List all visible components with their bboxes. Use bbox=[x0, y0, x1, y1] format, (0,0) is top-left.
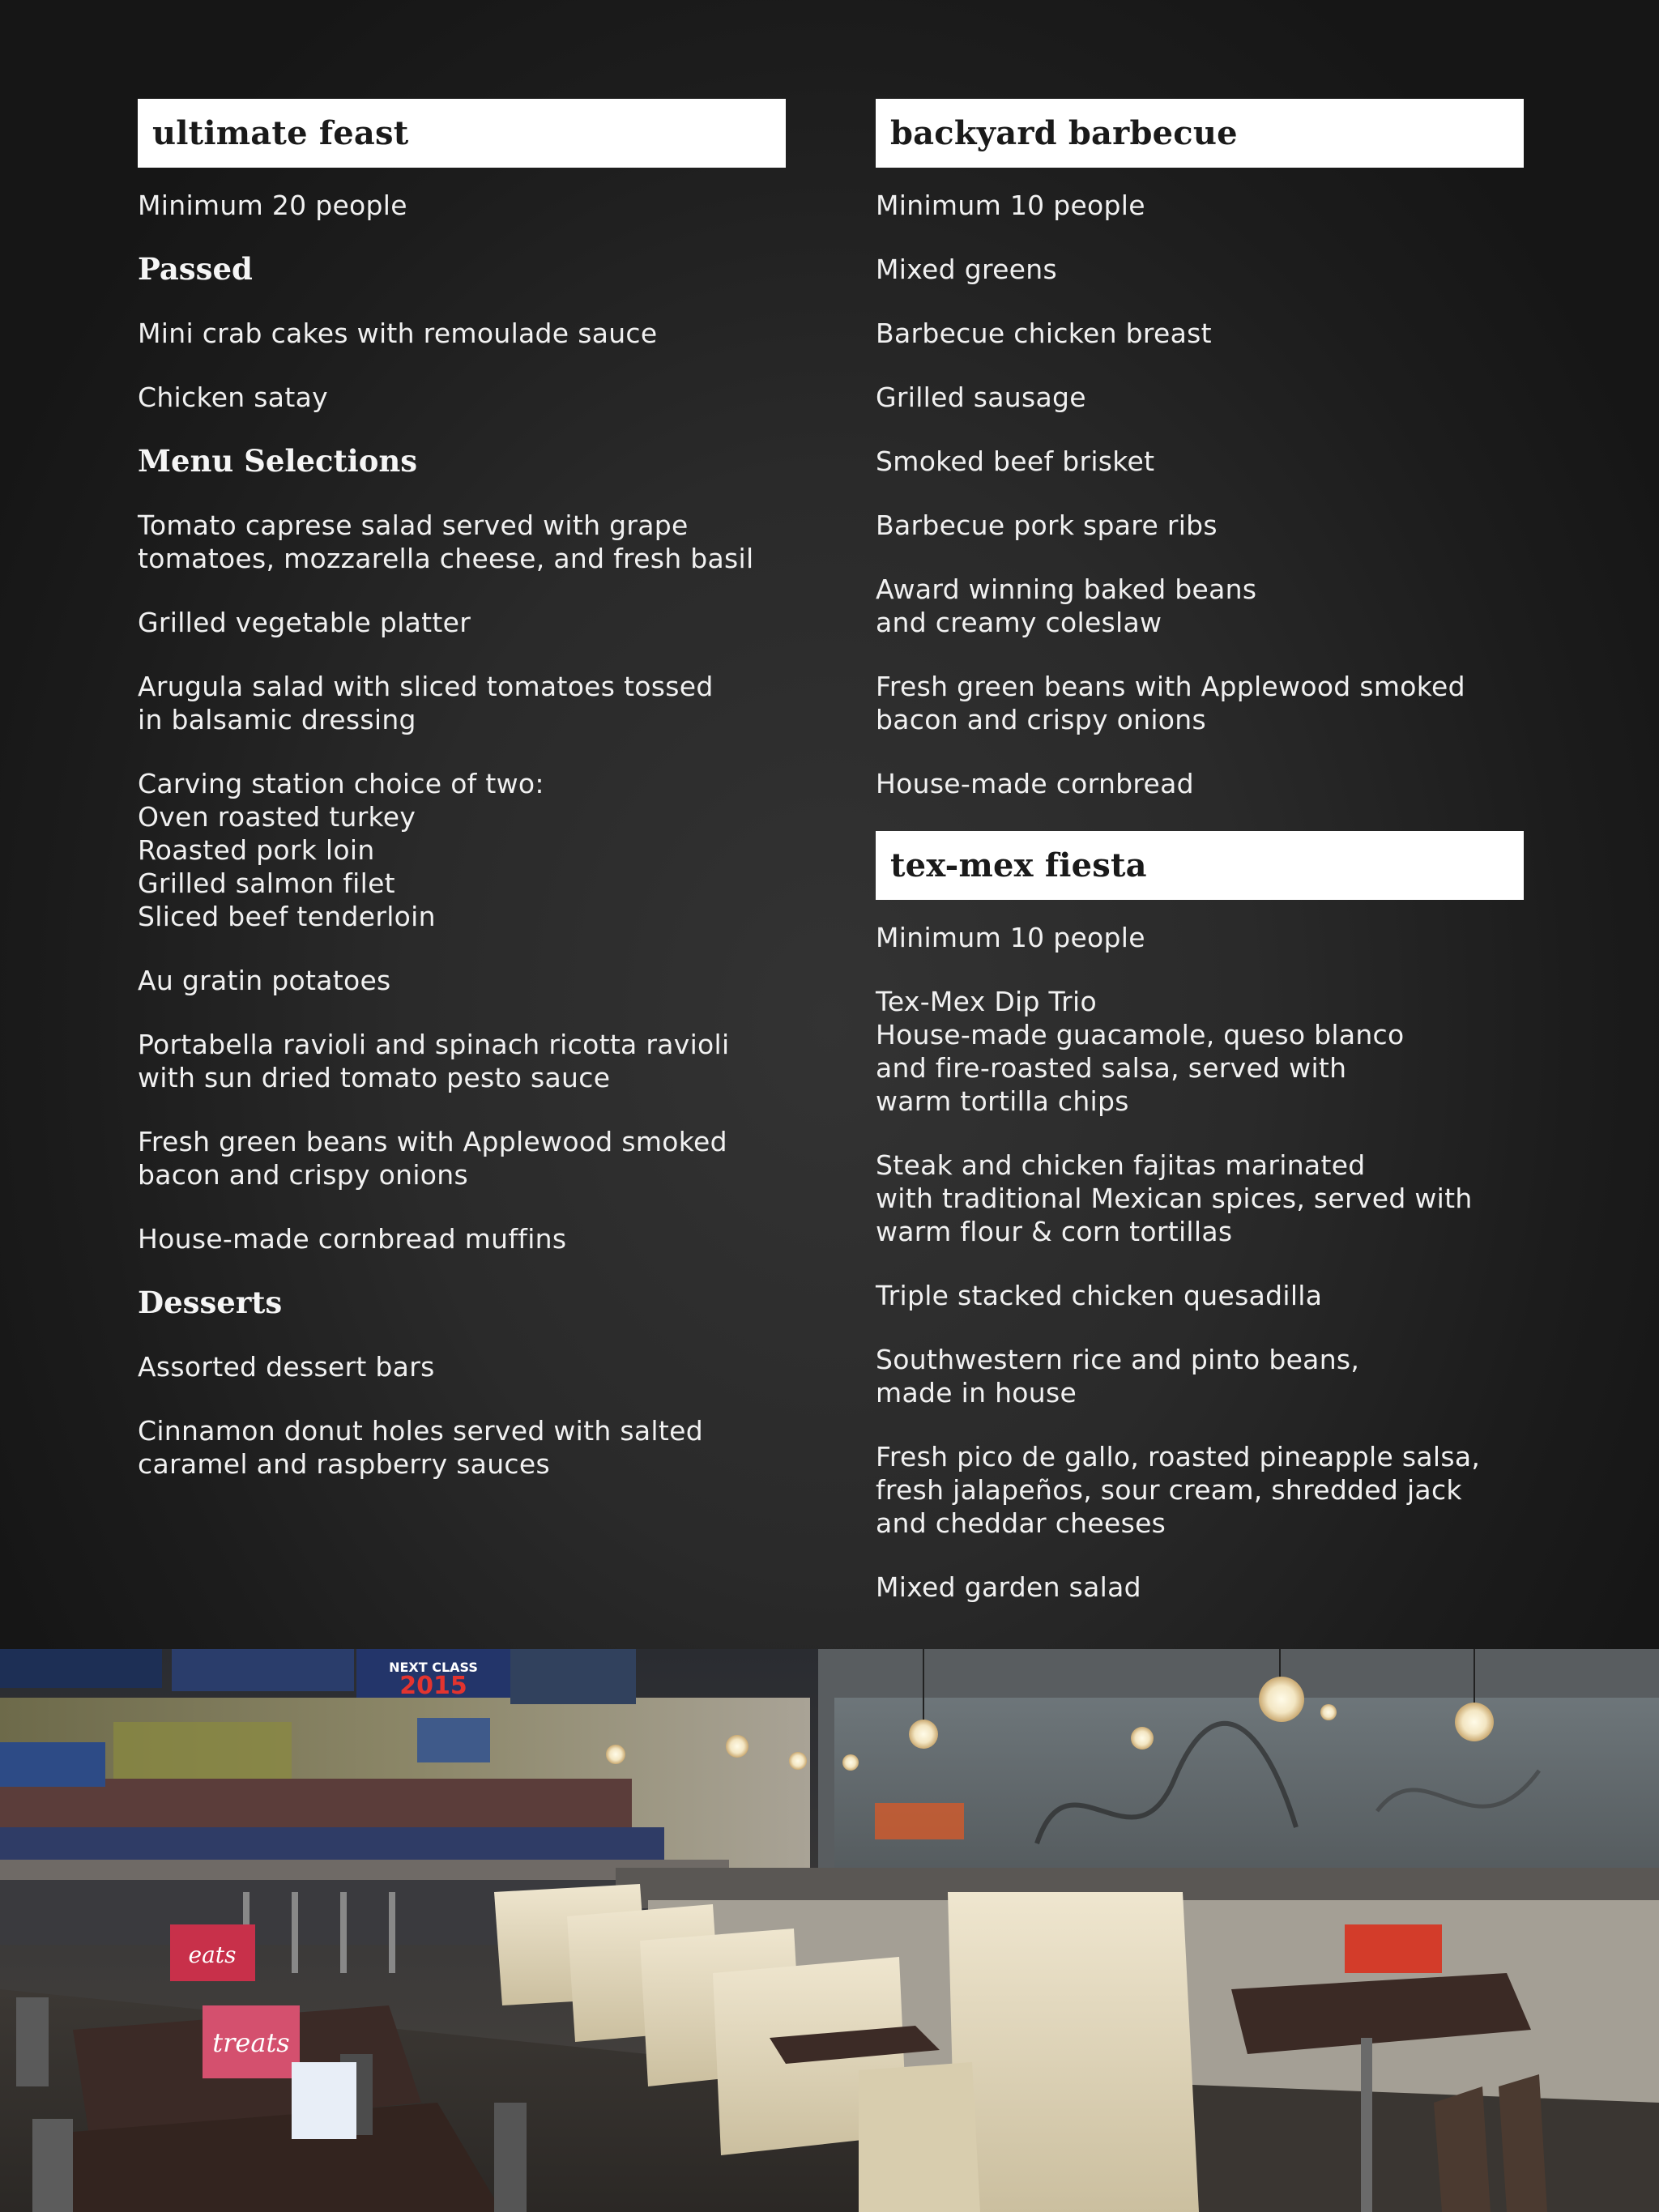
menu-item: Steak and chicken fajitas marinated with traditional Mexican spices, served with warm flour & corn tortillas bbox=[876, 1149, 1473, 1247]
menu-item: Grilled sausage bbox=[876, 381, 1086, 413]
menu-item: House-made cornbread muffins bbox=[138, 1223, 567, 1255]
right-column bbox=[876, 99, 1524, 1604]
menu-item: Award winning baked beans and creamy coleslaw bbox=[876, 573, 1257, 638]
menu-item: Barbecue pork spare ribs bbox=[876, 509, 1218, 541]
backyard-barbecue-banner bbox=[876, 99, 1524, 168]
ultimate-feast-minimum: Minimum 20 people bbox=[138, 190, 407, 221]
menu-item: Fresh green beans with Applewood smoked bacon and crispy onions bbox=[876, 671, 1465, 735]
menu-item: Mixed greens bbox=[876, 254, 1057, 285]
menu-item: Au gratin potatoes bbox=[138, 965, 391, 996]
restaurant-interior-illustration bbox=[0, 1649, 1659, 2212]
menu-item: Fresh pico de gallo, roasted pineapple salsa, fresh jalapeños, sour cream, shredded jack and cheddar cheeses bbox=[876, 1441, 1481, 1539]
menu-item: Tex-Mex Dip Trio House-made guacamole, queso blanco and fire-roasted salsa, served with warm tortilla chips bbox=[876, 986, 1405, 1117]
menu-item: Chicken satay bbox=[138, 381, 328, 413]
menu-item: House-made cornbread bbox=[876, 768, 1194, 799]
menu-item: Grilled vegetable platter bbox=[138, 607, 471, 638]
table-sign-treats: treats bbox=[212, 2027, 290, 2058]
section-heading-desserts: Desserts bbox=[138, 1285, 283, 1320]
menu-item: Southwestern rice and pinto beans, made in house bbox=[876, 1344, 1360, 1409]
tv-sign-year: 2015 bbox=[399, 1672, 467, 1700]
menu-item: Cinnamon donut holes served with salted caramel and raspberry sauces bbox=[138, 1415, 703, 1480]
restaurant-interior-photo bbox=[0, 1649, 1659, 2212]
section-heading-passed: Passed bbox=[138, 251, 253, 287]
tex-mex-fiesta-minimum: Minimum 10 people bbox=[876, 922, 1145, 953]
menu-item: Tomato caprese salad served with grape tomatoes, mozzarella cheese, and fresh basil bbox=[138, 509, 754, 574]
menu-item: Portabella ravioli and spinach ricotta ravioli with sun dried tomato pesto sauce bbox=[138, 1029, 730, 1093]
menu-item: Smoked beef brisket bbox=[876, 445, 1155, 477]
tex-mex-fiesta-title: tex-mex fiesta bbox=[890, 846, 1147, 884]
tex-mex-fiesta-banner bbox=[876, 831, 1524, 900]
menu-item: Arugula salad with sliced tomatoes tossed in balsamic dressing bbox=[138, 671, 714, 735]
backyard-barbecue-title: backyard barbecue bbox=[890, 114, 1238, 152]
menu-item: Mini crab cakes with remoulade sauce bbox=[138, 318, 658, 349]
table-sign-eats: eats bbox=[188, 1941, 237, 1968]
menu-item: Carving station choice of two: Oven roasted turkey Roasted pork loin Grilled salmon filet Sliced beef tenderloin bbox=[138, 768, 544, 932]
ultimate-feast-column bbox=[138, 99, 786, 1481]
tv-sign-next-class: NEXT CLASS bbox=[389, 1660, 478, 1675]
menu-item: Fresh green beans with Applewood smoked bacon and crispy onions bbox=[138, 1126, 727, 1191]
ultimate-feast-title: ultimate feast bbox=[152, 114, 409, 152]
ultimate-feast-banner bbox=[138, 99, 786, 168]
section-heading-menu-selections: Menu Selections bbox=[138, 443, 418, 479]
menu-item: Barbecue chicken breast bbox=[876, 318, 1212, 349]
menu-item: Mixed garden salad bbox=[876, 1571, 1141, 1603]
backyard-barbecue-minimum: Minimum 10 people bbox=[876, 190, 1145, 221]
menu-item: Assorted dessert bars bbox=[138, 1351, 435, 1383]
menu-item: Triple stacked chicken quesadilla bbox=[876, 1280, 1323, 1311]
